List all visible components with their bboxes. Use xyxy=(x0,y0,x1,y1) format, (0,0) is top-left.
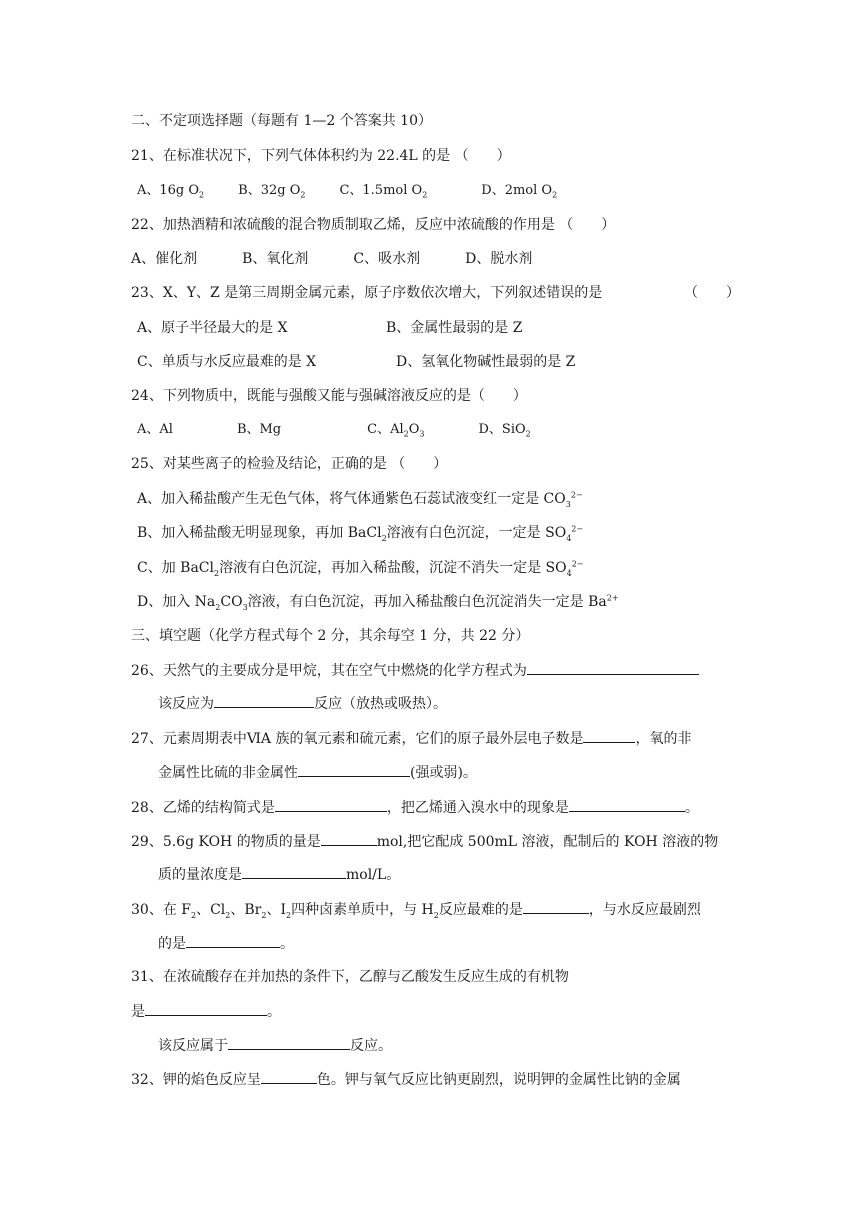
q30-line-2: 的是 。 xyxy=(158,933,294,954)
q28-blank-phenomenon[interactable] xyxy=(569,797,685,812)
q27-blank-strength[interactable] xyxy=(298,762,410,777)
q28-line: 28、乙烯的结构简式是 ，把乙烯通入溴水中的现象是 。 xyxy=(131,797,699,818)
q22-option-c: C、吸水剂 xyxy=(353,251,421,267)
section-3-title: 三、填空题（化学方程式每个 2 分，其余每空 1 分，共 22 分） xyxy=(131,628,530,644)
q24-option-b: B、Mg xyxy=(236,422,282,437)
q31-line-2: 是 。 xyxy=(131,1001,281,1022)
q26-blank-equation[interactable] xyxy=(527,660,699,675)
q23-option-c: C、单质与水反应最难的是 X xyxy=(137,354,317,370)
q29-line-2: 质的量浓度是 mol/L。 xyxy=(158,864,400,885)
q30-blank-hardest[interactable] xyxy=(523,899,589,914)
q22-option-b: B、氧化剂 xyxy=(242,251,309,267)
q24-stem: 24、下列物质中，既能与强酸又能与强碱溶液反应的是（ ） xyxy=(131,388,527,404)
q25-stem: 25、对某些离子的检验及结论，正确的是 （ ） xyxy=(131,456,448,472)
q21-options xyxy=(137,181,557,201)
q30-blank-most-vigorous[interactable] xyxy=(186,933,280,948)
q27-line-2: 金属性比硫的非金属性 (强或弱)。 xyxy=(158,762,477,783)
q27-blank-electrons[interactable] xyxy=(583,728,635,743)
q22-options xyxy=(131,249,532,269)
q21-option-c: C、1.5mol $O_2$ xyxy=(339,183,428,200)
q22-option-d: D、脱水剂 xyxy=(465,251,533,267)
q26-blank-heat[interactable] xyxy=(214,693,314,708)
q24-option-c: C、$Al_2O_3$ xyxy=(367,422,425,439)
q29-blank-moles[interactable] xyxy=(321,831,377,846)
q24-option-d: D、SiO$_2$ xyxy=(478,422,531,439)
q25-option-d: D、加入 $Na_2CO_3$溶液，有白色沉淀，再加入稀盐酸白色沉淀消失一定是 $Ba^{2+}$ xyxy=(137,593,619,612)
q32-line: 32、钾的焰色反应呈 色。钾与氧气反应比钠更剧烈，说明钾的金属性比钠的金属 xyxy=(131,1069,681,1090)
q29-blank-concentration[interactable] xyxy=(242,864,346,879)
q31-line-1: 31、在浓硫酸存在并加热的条件下，乙醇与乙酸发生反应生成的有机物 xyxy=(131,969,569,985)
q21-option-a: A、16g $O_2$ xyxy=(137,183,205,200)
q23-answer-parens: （ ） xyxy=(684,285,740,301)
q23-option-b: B、金属性最弱的是 Z xyxy=(386,320,523,336)
q22-option-a: A、催化剂 xyxy=(131,251,198,267)
q31-line-3: 该反应属于 反应。 xyxy=(158,1035,392,1056)
q23-option-d: D、氢氧化物碱性最弱的是 Z xyxy=(396,354,576,370)
q22-stem: 22、加热酒精和浓硫酸的混合物质制取乙烯，反应中浓硫酸的作用是 （ ） xyxy=(131,217,616,233)
q25-option-a: A、加入稀盐酸产生无色气体，将气体通紫色石蕊试液变红一定是 $CO_3^{2-}$ xyxy=(137,490,583,509)
q21-option-b: B、32g $O_2$ xyxy=(238,183,306,200)
q31-blank-product[interactable] xyxy=(145,1001,267,1016)
q25-option-b: B、加入稀盐酸无明显现象，再加 BaCl$_2$溶液有白色沉淀，一定是 $SO_4^{2-}$ xyxy=(137,524,584,543)
q26-line-1: 26、天然气的主要成分是甲烷，其在空气中燃烧的化学方程式为 xyxy=(131,660,699,681)
q25-option-c: C、加 BaCl$_2$溶液有白色沉淀，再加入稀盐酸，沉淀不消失一定是 $SO_4^{2-}$ xyxy=(137,559,584,578)
q24-option-a: A、Al xyxy=(137,422,173,437)
q26-line-2: 该反应为 反应（放热或吸热）。 xyxy=(158,693,447,714)
q27-line-1: 27、元素周期表中ⅥA 族的氧元素和硫元素，它们的原子最外层电子数是 ，氧的非 xyxy=(131,728,691,749)
q28-blank-formula[interactable] xyxy=(275,797,387,812)
q30-line-1: 30、在 $F_2$、$Cl_2$、$Br_2$、$I_2$四种卤素单质中，与 $H_2$反应最难的是 ，与水反应最剧烈 xyxy=(131,899,701,920)
section-2-title: 二、不定项选择题（每题有 1—2 个答案共 10） xyxy=(131,113,432,129)
q23-option-a: A、原子半径最大的是 X xyxy=(137,320,288,336)
q24-options xyxy=(137,420,531,440)
q23-stem: 23、X、Y、Z 是第三周期金属元素，原子序数依次增大，下列叙述错误的是 xyxy=(131,285,603,301)
q29-line-1: 29、5.6g KOH 的物质的量是 mol,把它配成 500mL 溶液，配制后的 KOH 溶液的物 xyxy=(131,831,718,852)
q21-option-d: D、2mol $O_2$ xyxy=(481,183,558,200)
q31-blank-reaction-type[interactable] xyxy=(228,1035,350,1050)
q21-stem: 21、在标准状况下，下列气体体积约为 22.4L 的是 （ ） xyxy=(131,148,511,164)
q32-blank-color[interactable] xyxy=(261,1069,317,1084)
